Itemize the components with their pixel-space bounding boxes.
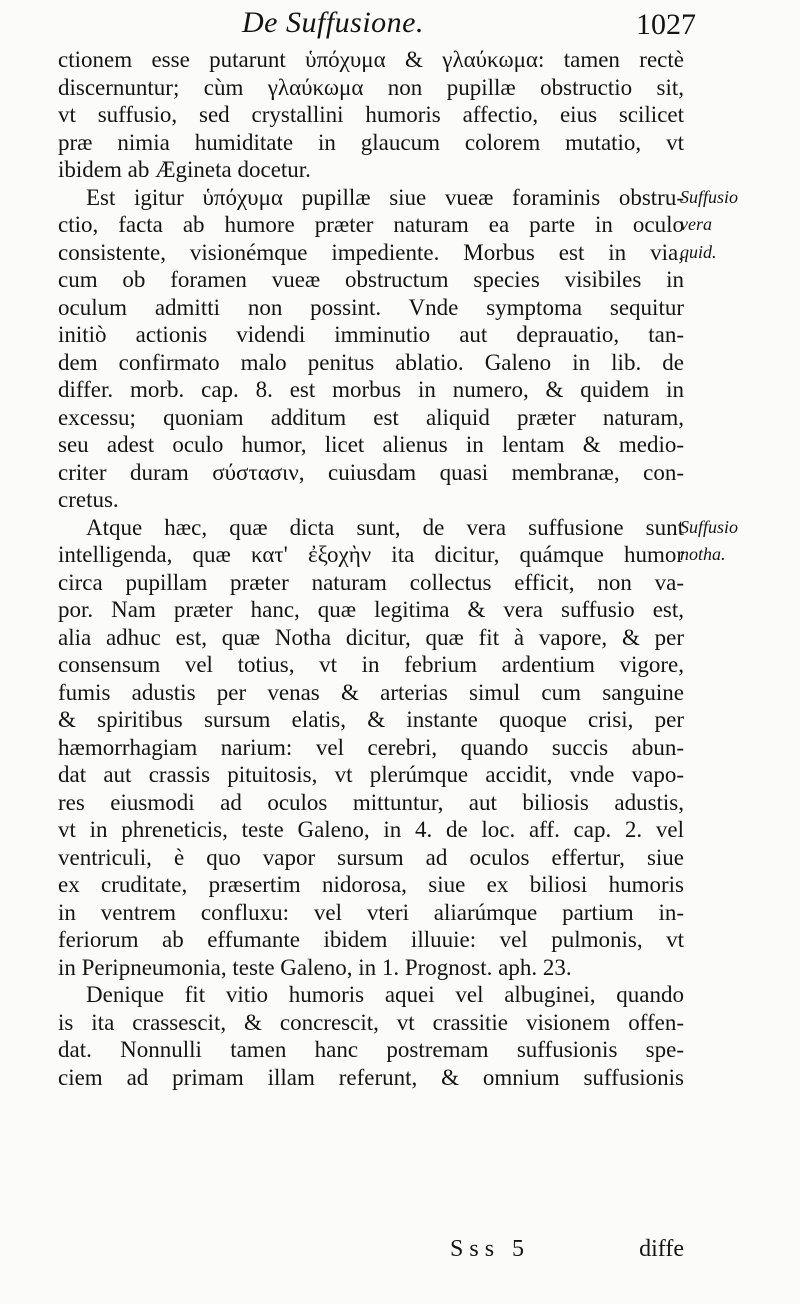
text-line: ventriculi, è quo vapor sursum ad oculos effertur, siue xyxy=(58,844,684,870)
text-line: dat aut crassis pituitosis, vt plerúmque accidit, vnde vapo- xyxy=(58,762,684,787)
text-line: differ. morb. cap. 8. est morbus in numero, & quidem in xyxy=(58,377,684,402)
margin-note-line: vera xyxy=(680,214,712,234)
text-line: in ventrem confluxu: vel vteri aliarúmque partium in- xyxy=(58,899,684,925)
text-line: Est igitur ὑπόχυμα pupillæ siue vueæ foraminis obstru- xyxy=(86,184,684,210)
catchword: diffe xyxy=(639,1236,684,1262)
text-line: Atque hæc, quæ dicta sunt, de vera suffusione sunt xyxy=(86,514,684,540)
signature-mark: Sss 5 xyxy=(450,1236,531,1262)
text-line: alia adhuc est, quæ Notha dicitur, quæ fit à vapore, & per xyxy=(58,624,684,650)
text-line: discernuntur; cùm γλαύκωμα non pupillæ obstructio sit, xyxy=(58,74,684,100)
page-footer xyxy=(58,1232,684,1272)
text-line: consistente, visionémque impediente. Morbus est in via, xyxy=(58,239,684,265)
text-line: fumis adustis per venas & arterias simul cum sanguine xyxy=(58,679,684,705)
running-title: De Suffusione. xyxy=(242,6,424,39)
text-line: in Peripneumonia, teste Galeno, in 1. Prognost. aph. 23. xyxy=(58,954,572,980)
text-line: excessu; quoniam additum est aliquid præter naturam, xyxy=(58,404,684,430)
margin-note-line: quid. xyxy=(680,241,717,262)
text-line: feriorum ab effumante ibidem illuuie: vel pulmonis, vt xyxy=(58,927,684,952)
text-line: Denique fit vitio humoris aquei vel albuginei, quando xyxy=(86,982,684,1007)
text-line: præ nimia humiditate in glaucum colorem mutatio, vt xyxy=(58,129,684,155)
text-line: hæmorrhagiam narium: vel cerebri, quando succis abun- xyxy=(58,734,684,760)
text-line: is ita crassescit, & concrescit, vt crassitie visionem offen- xyxy=(58,1009,684,1035)
text-line: dat. Nonnulli tamen hanc postremam suffusionis spe- xyxy=(58,1037,684,1062)
text-line: consensum vel totius, vt in febrium ardentium vigore, xyxy=(58,652,684,677)
page-header xyxy=(60,6,696,42)
body-text xyxy=(58,46,684,1091)
margin-note-line: Suffusio xyxy=(680,516,739,537)
page-number: 1027 xyxy=(636,8,696,41)
text-line: initiò actionis videndi imminutio aut deprauatio, tan- xyxy=(58,322,684,347)
text-line: ctionem esse putarunt ὑπόχυμα & γλαύκωμα: tamen rectè xyxy=(58,47,684,72)
text-line: & spiritibus sursum elatis, & instante quoque crisi, per xyxy=(58,707,684,732)
text-line: vt suffusio, sed crystallini humoris affectio, eius scilicet xyxy=(58,102,684,127)
text-line: ciem ad primam illam referunt, & omnium suffusionis xyxy=(58,1064,684,1090)
margin-note xyxy=(680,184,798,267)
text-line: cretus. xyxy=(58,487,119,512)
text-line: cum ob foramen vueæ obstructum species visibiles in xyxy=(58,267,684,292)
text-line: res eiusmodi ad oculos mittuntur, aut biliosis adustis, xyxy=(58,789,684,815)
text-line: por. Nam præter hanc, quæ legitima & vera suffusio est, xyxy=(58,597,684,622)
margin-note xyxy=(680,514,798,569)
text-line: intelligenda, quæ κατ' ἐξοχὴν ita dicitur, quámque humor xyxy=(58,542,684,567)
margin-note-line: Suffusio xyxy=(680,186,739,207)
text-line: ctio, facta ab humore præter naturam ea parte in oculo xyxy=(58,212,684,237)
text-line: dem confirmato malo penitus ablatio. Galeno in lib. de xyxy=(58,349,684,375)
text-line: ibidem ab Ægineta docetur. xyxy=(58,157,311,182)
text-line: oculum admitti non possint. Vnde symptoma sequitur xyxy=(58,294,684,320)
text-line: criter duram σύστασιν, cuiusdam quasi membranæ, con- xyxy=(58,459,684,485)
text-line: seu adest oculo humor, licet alienus in lentam & medio- xyxy=(58,432,684,457)
text-line: vt in phreneticis, teste Galeno, in 4. de loc. aff. cap. 2. vel xyxy=(58,817,684,842)
margin-note-line: notha. xyxy=(680,544,726,564)
text-line: ex cruditate, præsertim nidorosa, siue ex biliosi humoris xyxy=(58,872,684,897)
text-line: circa pupillam præter naturam collectus efficit, non va- xyxy=(58,569,684,595)
